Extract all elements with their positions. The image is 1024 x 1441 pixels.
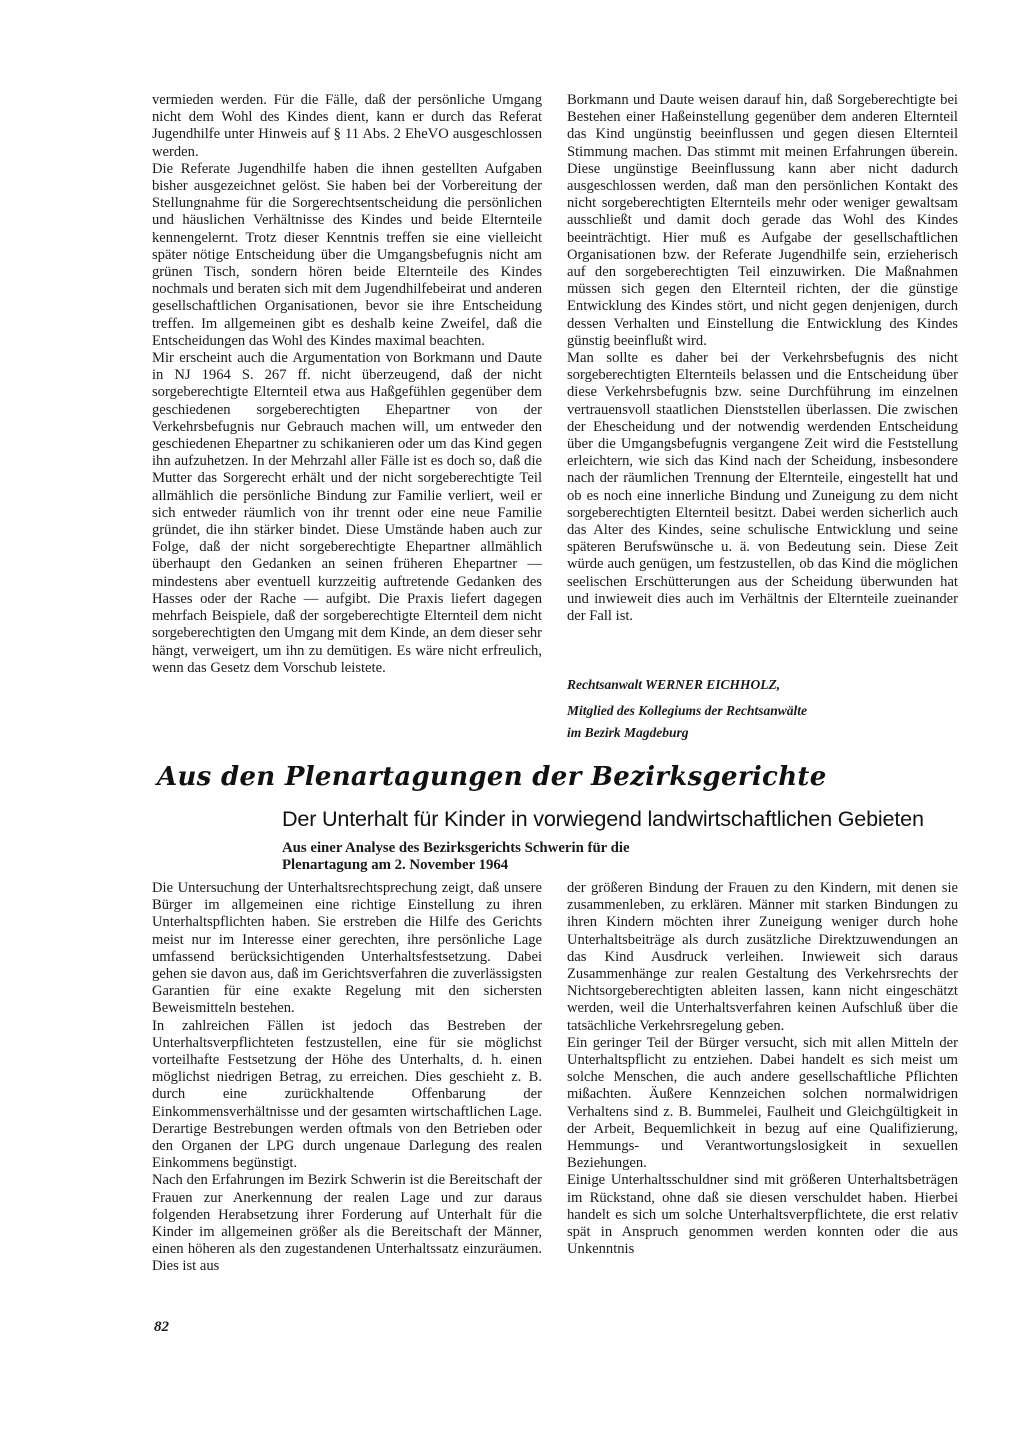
paragraph: Die Referate Jugendhilfe haben die ihnen gestellten Aufgaben bisher ausgezeichnet gelöst. Sie haben bei der Vorbereitung der Stellungnahme für die Sorgerechtsentscheidung die persönlichen und häuslichen Verhältnisse des Kindes und beide Elternteile kennengelernt. Trotz dieser Kenntnis treffen sie eine vielleicht später nötige Entscheidung über die Umgangsbefugnis nicht am grünen Tisch, sondern hören beide Elternteile des Kindes nochmals und beraten sich mit dem Jugendhilfebeirat und anderen gesellschaftlichen Organisationen, bevor sie ihre Entscheidung treffen. Im allgemeinen gibt es deshalb keine Zweifel, daß die Entscheidungen das Wohl des Kindes maximal beachten.: [152, 160, 542, 349]
paragraph: vermieden werden. Für die Fälle, daß der persönliche Umgang nicht dem Wohl des Kindes dient, kann er durch das Referat Jugendhilfe unter Hinweis auf § 11 Abs. 2 EheVO ausgeschlossen werden.: [152, 92, 542, 160]
paragraph: Die Untersuchung der Unterhaltsrechtsprechung zeigt, daß unsere Bürger im allgemeinen eine richtige Einstellung zu ihren Unterhaltspflichten haben. Sie erstreben die Hilfe des Gerichts meist nur im Interesse einer gerechten, ihre persönliche Lage umfassend berücksichtigenden Unterhaltsfestsetzung. Dabei gehen sie davon aus, daß im Gerichtsverfahren die zuverlässigsten Garantien für eine exakte Regelung mit den sichersten Beweismitteln bestehen.: [152, 880, 542, 1017]
author-signature: [567, 676, 958, 746]
column-top-left: [152, 92, 542, 677]
column-bottom-left: [152, 880, 542, 1276]
paragraph: Man sollte es daher bei der Verkehrsbefugnis des nicht sorgeberechtigten Elternteils belassen und die Entscheidung über diese Verkehrsbefugnis bzw. seine Durchführung im einzelnen vertrauensvoll staatlichen Dienststellen überlassen. Die zwischen der Ehescheidung und der notwendig werdenden Entscheidung über die Umgangsbefugnis vergangene Zeit wird die Feststellung erleichtern, wie sich das Kind nach der Scheidung, insbesondere nach der räumlichen Trennung der Elternteile, eingestellt hat und ob es noch eine innerliche Bindung und Zuneigung zu dem nicht sorgeberechtigten Elternteil besitzt. Dabei werden sicherlich auch das Alter des Kindes, seine schulische Entwicklung und seine späteren Berufswünsche u. ä. von Bedeutung sein. Diese Zeit würde auch genügen, um festzustellen, ob das Kind die möglichen seelischen Erschütterungen aus der Scheidung überwunden hat und inwieweit dies auch im Verhältnis der Elternteile zueinander der Fall ist.: [567, 350, 958, 625]
section-heading: Aus den Plenartagungen der Bezirksgerichte: [157, 762, 827, 792]
article-subtitle: Aus einer Analyse des Bezirksgerichts Schwerin für die Plenartagung am 2. November 1964: [282, 840, 630, 873]
paragraph: Mir erscheint auch die Argumentation von Borkmann und Daute in NJ 1964 S. 267 ff. nicht überzeugend, daß der nicht sorgeberechtigte Elternteil etwa aus Haßgefühlen gegenüber dem geschiedenen sorgeberechtigten Ehepartner von der Verkehrsbefugnis nur Gebrauch machen will, um entweder den geschiedenen Ehepartner zu schikanieren oder um das Kind gegen ihn aufzuhetzen. In der Mehrzahl aller Fälle ist es doch so, daß die Mutter das Sorgerecht erhält und der nicht sorgeberechtigte Teil allmählich die persönliche Bindung zur Familie verliert, weil er sich entweder räumlich von ihr trennt oder eine neue Familie gründet, die ihn stärker bindet. Diese Umstände haben auch zur Folge, daß der nicht sorgeberechtigte Ehepartner allmählich überhaupt den Gedanken an seinen früheren Ehepartner — mindestens aber eventuell kurzzeitig auftretende Gedanken des Hasses oder der Rache — aufgibt. Die Praxis liefert dagegen mehrfach Beispiele, daß der sorgeberechtigte Elternteil dem nicht sorgeberechtigten den Umgang mit dem Kinde, an dem dieser sehr hängt, verweigert, um ihn zu demütigen. Es wäre nicht erfreulich, wenn das Gesetz dem Vorschub leistete.: [152, 350, 542, 676]
author-role: Mitglied des Kollegiums der Rechtsanwälte: [567, 703, 808, 718]
author-location: im Bezirk Magdeburg: [567, 725, 689, 740]
paragraph: Borkmann und Daute weisen darauf hin, daß Sorgeberechtigte bei Bestehen einer Haßeinstellung gegenüber dem anderen Elternteil das Kind ungünstig beeinflussen und gegen diesen Elternteil Stimmung machen. Das stimmt mit meinen Erfahrungen überein. Diese ungünstige Beeinflussung kann aber nicht dadurch ausgeschlossen werden, daß man den persönlichen Kontakt des nicht sorgeberechtigten Elternteils mehr oder weniger gewaltsam ausschließt und damit doch gerade das Wohl des Kindes beeinträchtigt. Hier muß es Aufgabe der gesellschaftlichen Organisationen bzw. der Referate Jugendhilfe sein, erzieherisch auf den sorgeberechtigten Teil einzuwirken. Die Maßnahmen müssen sich gegen den Elternteil richten, der die günstige Entwicklung des Kindes stört, und nicht gegen denjenigen, durch dessen Verhalten und Einstellung die Entwicklung des Kindes günstig beeinflußt wird.: [567, 92, 958, 349]
page-number: 82: [154, 1319, 169, 1335]
column-bottom-right: [567, 880, 958, 1258]
paragraph: Ein geringer Teil der Bürger versucht, sich mit allen Mitteln der Unterhaltspflicht zu entziehen. Dabei handelt es sich meist um solche Menschen, die auch andere gesellschaftliche Pflichten mißachten. Äußere Kennzeichen solchen normalwidrigen Verhaltens sind z. B. Bummelei, Faulheit und Gleichgültigkeit in der Arbeit, Bequemlichkeit in bezug auf eine Qualifizierung, Hemmungs- und Verantwortungslosigkeit in sexuellen Beziehungen.: [567, 1034, 958, 1172]
paragraph: In zahlreichen Fällen ist jedoch das Bestreben der Unterhaltsverpflichteten festzustellen, eine für sie möglichst vorteilhafte Festsetzung der Höhe des Unterhalts, d. h. einen möglichst niedrigen Betrag, zu erreichen. Dies geschieht z. B. durch eine zurückhaltende Offenbarung der Einkommensverhältnisse und der gesamten wirtschaftlichen Lage. Derartige Bestrebungen werden oftmals von den Betrieben oder den Organen der LPG durch ungenaue Darlegung des realen Einkommens begünstigt.: [152, 1017, 542, 1172]
paragraph: Nach den Erfahrungen im Bezirk Schwerin ist die Bereitschaft der Frauen zur Anerkennung der realen Lage und zur daraus folgenden Herabsetzung ihrer Forderung auf Unterhalt für die Kinder im allgemeinen größer als die Bereitschaft der Männer, einen höheren als den zugestandenen Unterhaltssatz einzuräumen. Dies ist aus: [152, 1172, 542, 1275]
paragraph: Einige Unterhaltsschuldner sind mit größeren Unterhaltsbeträgen im Rückstand, ohne daß sie diesen verschuldet haben. Hierbei handelt es sich um solche Unterhaltsverpflichtete, die erst relativ spät in Anspruch genommen werden konnten oder die aus Unkenntnis: [567, 1172, 958, 1258]
author-name: Rechtsanwalt WERNER EICHHOLZ,: [567, 677, 781, 692]
paragraph: der größeren Bindung der Frauen zu den Kindern, mit denen sie zusammenleben, zu erklären. Männer mit starken Bindungen zu ihren Kindern möchten ihrer Zuneigung weniger durch hohe Unterhaltsbeiträge als durch zusätzliche Direktzuwendungen an das Kind Ausdruck verleihen. Inwieweit sich daraus Zusammenhänge zur realen Gestaltung des Verkehrsrechts der Nichtsorgeberechtigten ableiten lassen, kann nicht eingeschätzt werden, weil die Unterhaltsverfahren keinen Aufschluß über die tatsächliche Verkehrsregelung geben.: [567, 880, 958, 1034]
column-top-right: [567, 92, 958, 625]
article-title: Der Unterhalt für Kinder in vorwiegend landwirtschaftlichen Gebieten: [282, 806, 924, 831]
